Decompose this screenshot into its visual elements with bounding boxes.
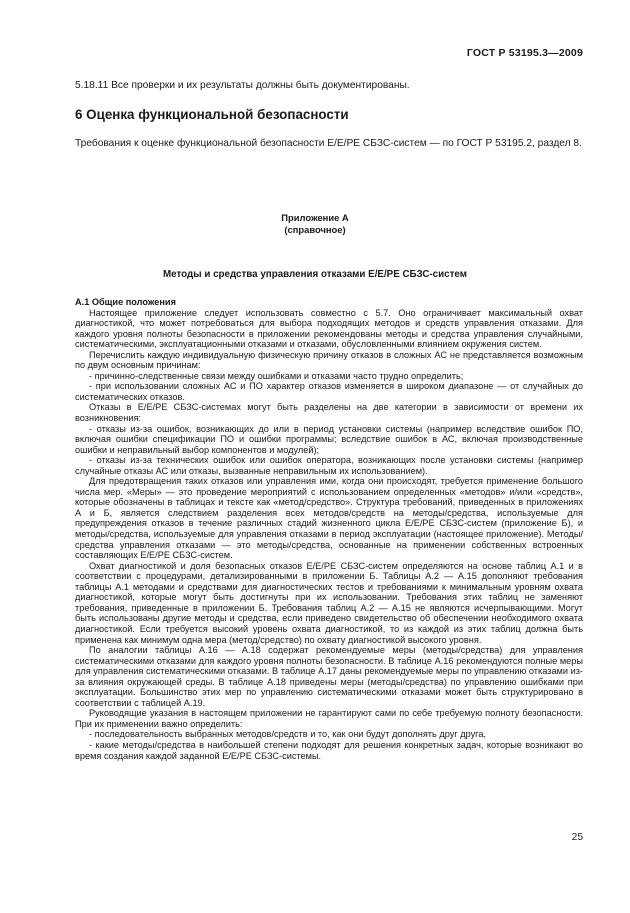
list-item: - отказы из-за технических ошибок или ошибок оператора, возникающих после установки системы (например случайные отказы АС или отказы, вызванные неправильным их использованием). (75, 455, 583, 476)
appendix-header (0, 212, 630, 236)
list-item: - причинно-следственные связи между ошибками и отказами часто трудно определить; (89, 370, 464, 381)
paragraph: Охват диагностикой и доля безопасных отказов Е/Е/РЕ СБЗС-систем определяются на основе таблиц А.1 и в соответствии с процедурами, детализированными в приложении Б. Таблицы А.2 — А.15 дополняют требования таблицы А.1 методами и средствами для диагностических тестов и требованиями к минимальным уровням охвата диагностикой, которые могут быть достигнуты при их использовании. Требования этих таблиц не заменяют требования, приведенные в приложении Б. Требования таблиц А.2 — А.15 не являются исчерпывающими. Могут быть использованы другие методы и средства, если приведено свидетельство об обеспечении необходимого охвата диагностикой. Если требуется высокий уровень охвата диагностикой, то из каждой из этих таблиц должна быть применена как минимум одна мера (метод/средство) по охвату диагностикой высокого уровня. (75, 560, 583, 645)
intro-line: 5.18.11 Все проверки и их результаты должны быть документированы. (75, 80, 410, 91)
subsection-title: А.1 Общие положения (75, 297, 176, 307)
appendix-body (75, 297, 583, 761)
paragraph: Руководящие указания в настоящем приложении не гарантируют сами по себе требуемую полноту безопасности. При их применении важно определить: (75, 708, 583, 729)
paragraph: Настоящее приложение следует использовать совместно с 5.7. Оно ограничивает максимальный охват диагностикой, что может потребоваться для выбора подходящих методов и средств управления отказами. Для каждого уровня полноты безопасности в приложении рекомендованы методы и средства управления случайными, систематическими, эксплуатационными отказами и отказами, обусловленными влиянием окружения систем. (75, 307, 583, 350)
paragraph: Для предотвращения таких отказов или управления ими, когда они происходят, требуется применение большого числа мер. «Меры» — это проведение мероприятий с использованием определенных «методов» и/или «средств», которые обозначены в таблицах и тексте как «метод/средство». Структура требований, приведенных в приложениях А и Б, является следствием разделения всех методов/средств на методы/средства, используемые для предупреждения отказов в течение различных стадий жизненного цикла Е/Е/РЕ СБЗС-систем (приложение Б), и методы/средства, используемые для управления отказами в период эксплуатации (настоящее приложение). Методы/средства управления отказами — это методы/средства, основанные на применении собственных встроенных составляющих Е/Е/РЕ СБЗС-систем. (75, 476, 583, 561)
paragraph: Отказы в Е/Е/РЕ СБЗС-системах могут быть разделены на две категории в зависимости от времени их возникновения: (75, 402, 583, 424)
list-item: - при использовании сложных АС и ПО характер отказов изменяется в широком диапазоне — от случайных до систематических отказов. (75, 381, 583, 402)
standard-code: ГОСТ Р 53195.3—2009 (466, 47, 583, 59)
appendix-kind: (справочное) (284, 224, 346, 235)
section-text: Требования к оценке функциональной безопасности Е/Е/РЕ СБЗС-систем — по ГОСТ Р 53195.2, раздел 8. (75, 138, 582, 149)
paragraph: Перечислить каждую индивидуальную физическую причину отказов в сложных АС не представляется возможным по двум основным причинам: (75, 349, 583, 371)
paragraph: По аналогии таблицы А.16 — А.18 содержат рекомендуемые меры (методы/средства) для управления систематическими отказами для каждого уровня полноты безопасности. В таблице А.16 рекомендуются полные меры для управления систематическими отказами. В таблице А.17 даны рекомендуемые меры по управлению отказами из-за влияния окружающей среды. В таблице А.18 приведены меры (методы/средства) по управлению ошибками при эксплуатации. Большинство этих мер по управлению систематическими отказами может быть структурировано в соответствии с таблицей А.19. (75, 645, 583, 708)
list-item: - отказы из-за ошибок, возникающих до или в период установки системы (например вследствие ошибок ПО, включая ошибки спецификации ПО и ошибки программы; вследствие ошибок в АС, включая производственные ошибки и неправильный выбор компонентов и модулей); (75, 423, 583, 455)
page-number: 25 (571, 832, 583, 843)
section-title: 6 Оценка функциональной безопасности (75, 107, 349, 122)
appendix-title: Методы и средства управления отказами Е/Е/РЕ СБЗС-систем (163, 269, 467, 280)
list-item: - какие методы/средства в наибольшей степени подходят для решения конкретных задач, которые возникают во время создания каждой заданной Е/Е/РЕ СБЗС-системы. (75, 739, 583, 761)
appendix-label: Приложение А (281, 212, 349, 223)
list-item: - последовательность выбранных методов/средств и то, как они будут дополнять друг друга, (89, 729, 486, 740)
